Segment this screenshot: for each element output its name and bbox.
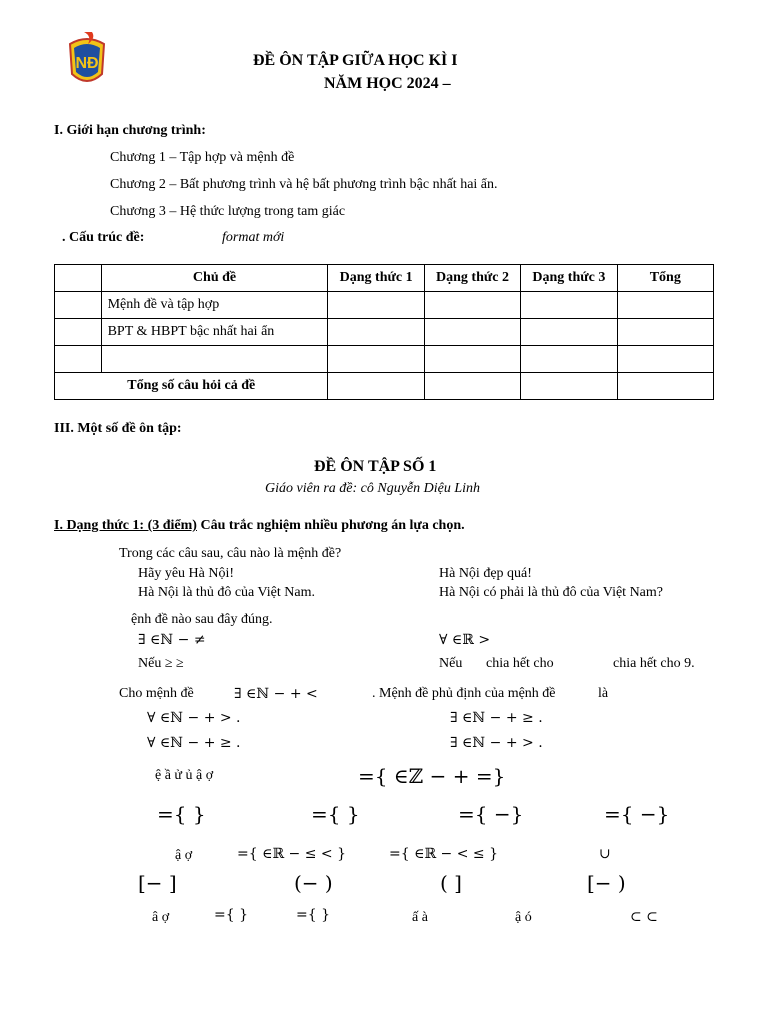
structure-table [54, 264, 714, 400]
q1-option-a: Hãy yêu Hà Nội! [138, 566, 235, 581]
school-logo [62, 30, 112, 92]
part1-text: Câu trắc nghiệm nhiều phương án lựa chọn. [196, 518, 465, 533]
q6-tail-1: ấ à [412, 910, 428, 925]
q2-option-d-2: chia hết cho [486, 656, 554, 671]
table-row [55, 292, 714, 319]
table-header-row [55, 265, 714, 292]
q5-set-1: ={ ∈ℝ − ≤ < } [237, 846, 346, 862]
q1-prompt: Trong các câu sau, câu nào là mệnh đề? [119, 546, 342, 561]
table-cell: Mệnh đề và tập hợp [101, 292, 328, 319]
q3-expression: ∃ ∈ℕ − + < [234, 686, 318, 702]
q3-option-c: ∀ ∈ℕ − + ≥ . [147, 735, 241, 751]
part1-heading [54, 518, 465, 534]
table-cell [521, 346, 617, 373]
q3-option-d: ∃ ∈ℕ − + > . [450, 735, 543, 751]
table-header-cell: Dạng thức 1 [328, 265, 424, 292]
table-header-cell [55, 265, 102, 292]
table-cell [328, 319, 424, 346]
table-row [55, 346, 714, 373]
q6-tail-2: ậ ó [515, 910, 532, 925]
chapter-2: Chương 2 – Bất phương trình và hệ bất phương trình bậc nhất hai ẩn. [110, 177, 498, 192]
q4-option-c: ={ −} [458, 802, 524, 826]
table-cell [328, 292, 424, 319]
q3-prompt-2: . Mệnh đề phủ định của mệnh đề [372, 686, 556, 701]
table-cell [617, 373, 713, 400]
section3-heading: III. Một số đề ôn tập: [54, 421, 182, 436]
q4-option-d: ={ −} [604, 802, 670, 826]
table-cell [617, 346, 713, 373]
exam-title: ĐỀ ÔN TẬP SỐ 1 [314, 458, 437, 475]
table-cell [521, 373, 617, 400]
q1-option-d: Hà Nội có phải là thủ đô của Việt Nam? [439, 585, 663, 600]
q3-option-a: ∀ ∈ℕ − + > . [147, 710, 241, 726]
table-cell [424, 292, 520, 319]
table-cell [101, 346, 328, 373]
q2-option-d-1: Nếu [439, 656, 463, 671]
q6-text: â ợ [152, 910, 170, 925]
logo-text: NĐ [75, 55, 99, 72]
table-header-cell: Chủ đề [101, 265, 328, 292]
table-total-label: Tổng số câu hỏi cả đề [55, 373, 328, 400]
q5-option-b: (− ) [294, 871, 333, 895]
q1-option-c: Hà Nội là thủ đô của Việt Nam. [138, 585, 315, 600]
structure-value: format mới [222, 230, 285, 245]
table-cell [55, 346, 102, 373]
table-header-cell: Tổng [617, 265, 713, 292]
table-cell [617, 319, 713, 346]
q4-option-b: ={ } [311, 802, 360, 826]
q2-option-d-3: chia hết cho 9. [613, 656, 695, 671]
table-cell [424, 373, 520, 400]
q3-prompt-3: là [598, 686, 609, 701]
table-cell [424, 319, 520, 346]
exam-teacher: Giáo viên ra đề: cô Nguyễn Diệu Linh [265, 481, 481, 496]
chapter-1: Chương 1 – Tập hợp và mệnh đề [110, 150, 295, 165]
table-cell: BPT & HBPT bậc nhất hai ẩn [101, 319, 328, 346]
structure-label: . Cấu trúc đề: [62, 230, 145, 245]
table-cell [521, 319, 617, 346]
table-row [55, 319, 714, 346]
table-cell [328, 346, 424, 373]
table-cell [521, 292, 617, 319]
q2-prompt: ệnh đề nào sau đây đúng. [131, 612, 273, 627]
table-cell [55, 319, 102, 346]
q2-option-a: ∃ ∈ℕ − ≠ [138, 632, 206, 648]
table-header-cell: Dạng thức 2 [424, 265, 520, 292]
table-total-row [55, 373, 714, 400]
chapter-3: Chương 3 – Hệ thức lượng trong tam giác [110, 204, 346, 219]
section1-heading: I. Giới hạn chương trình: [54, 123, 206, 138]
table-cell [424, 346, 520, 373]
q6-set-1: ={ } [214, 907, 248, 923]
q2-option-b: ∀ ∈ℝ > [439, 632, 491, 648]
q5-text: ậ ợ [175, 848, 193, 863]
table-cell [55, 292, 102, 319]
q3-prompt-1: Cho mệnh đề [119, 686, 194, 701]
q5-option-c: ( ] [440, 871, 462, 895]
table-cell [617, 292, 713, 319]
q5-union: ∪ [599, 846, 611, 862]
q2-option-c: Nếu ≥ ≥ [138, 656, 184, 671]
q6-set-2: ={ } [296, 907, 330, 923]
title-line-2: NĂM HỌC 2024 – [324, 75, 451, 92]
part1-label: I. Dạng thức 1: (3 điểm) [54, 518, 197, 533]
q5-set-2: ={ ∈ℝ − < ≤ } [389, 846, 498, 862]
table-header-cell: Dạng thức 3 [521, 265, 617, 292]
q4-set: ={ ∈ℤ − + =} [358, 764, 506, 788]
q6-subset-symbols: ⊂ ⊂ [630, 909, 658, 925]
table-cell [328, 373, 424, 400]
q5-option-a: [− ] [138, 871, 177, 895]
q1-option-b: Hà Nội đẹp quá! [439, 566, 532, 581]
q5-option-d: [− ) [587, 871, 626, 895]
title-line-1: ĐỀ ÔN TẬP GIỮA HỌC KÌ I [253, 52, 458, 69]
q4-text: ệ ầ ử ủ ậ ợ [155, 768, 214, 783]
q4-option-a: ={ } [157, 802, 206, 826]
q3-option-b: ∃ ∈ℕ − + ≥ . [450, 710, 543, 726]
